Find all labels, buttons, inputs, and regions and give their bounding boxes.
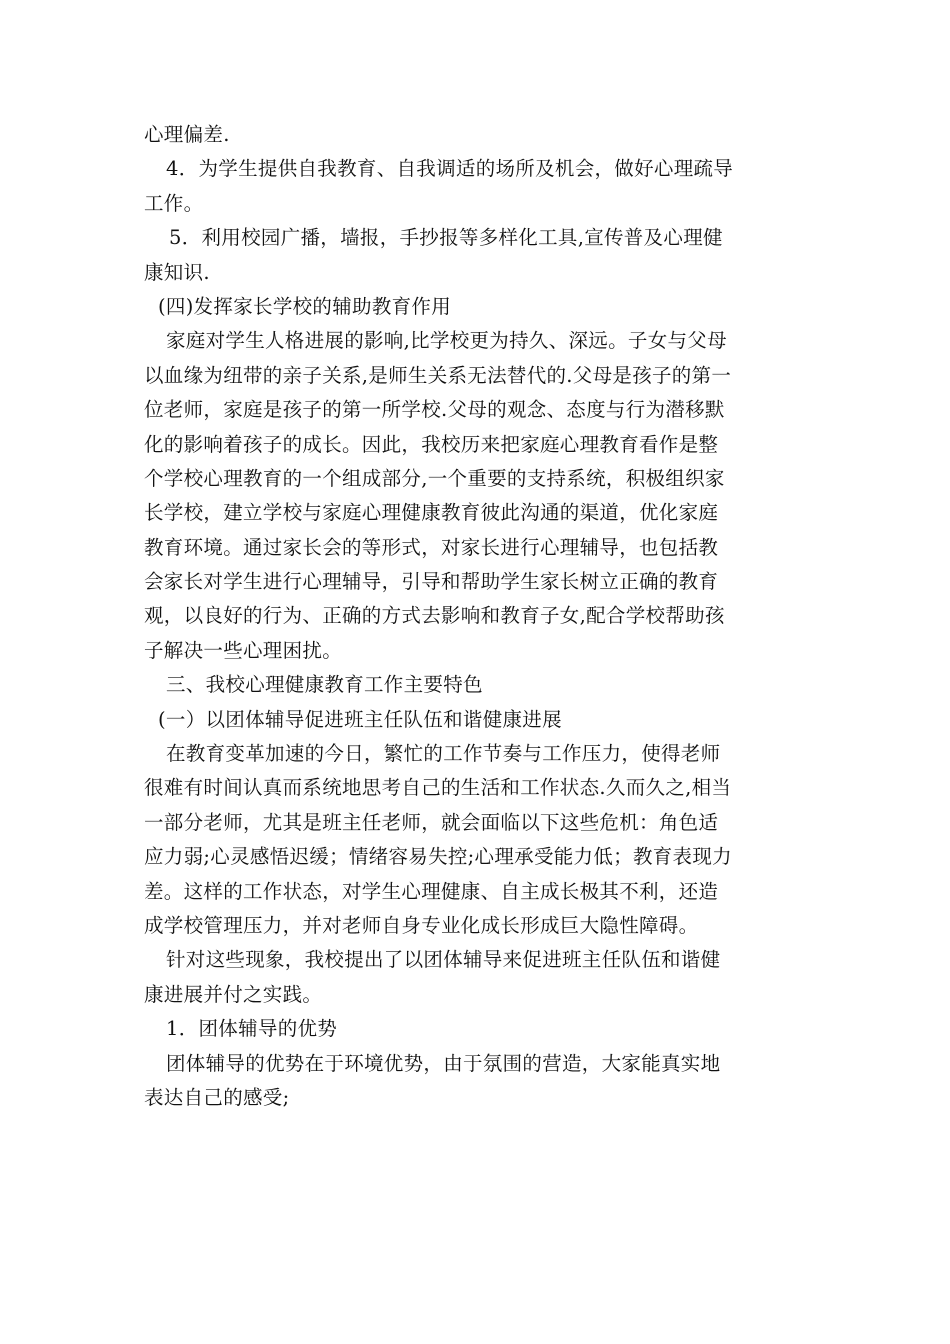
text-line: 应力弱;心灵感悟迟缓；情绪容易失控;心理承受能力低；教育表现力	[144, 845, 732, 869]
text-line: 三、我校心理健康教育工作主要特色	[166, 673, 483, 697]
text-line: 位老师，家庭是孩子的第一所学校.父母的观念、态度与行为潜移默	[144, 398, 725, 422]
text-line: 以血缘为纽带的亲子关系,是师生关系无法替代的.父母是孩子的第一	[144, 363, 732, 387]
text-line: 一部分老师，尤其是班主任老师，就会面临以下这些危机：角色适	[144, 810, 719, 834]
text-line: 表达自己的感受;	[144, 1085, 290, 1109]
text-line: 会家长对学生进行心理辅导，引导和帮助学生家长树立正确的教育	[144, 570, 719, 594]
text-line: 个学校心理教育的一个组成部分,一个重要的支持系统，积极组织家	[144, 466, 725, 490]
text-line: 康进展并付之实践。	[144, 982, 323, 1006]
text-line: 1．团体辅导的优势	[166, 1017, 338, 1041]
text-line: 心理偏差.	[144, 123, 230, 146]
text-line: 很难有时间认真而系统地思考自己的生活和工作状态.久而久之,相当	[144, 776, 732, 800]
text-line: 长学校，建立学校与家庭心理健康教育彼此沟通的渠道，优化家庭	[144, 501, 719, 525]
text-line: 观，以良好的行为、正确的方式去影响和教育子女,配合学校帮助孩	[144, 604, 725, 628]
text-line: (四)发挥家长学校的辅助教育作用	[158, 294, 452, 318]
text-line: 差。这样的工作状态，对学生心理健康、自主成长极其不利，还造	[144, 879, 719, 903]
text-line: 子解决一些心理困扰。	[144, 638, 343, 662]
text-line: 化的影响着孩子的成长。因此，我校历来把家庭心理教育看作是整	[144, 432, 719, 456]
text-line: 团体辅导的优势在于环境优势，由于氛围的营造，大家能真实地	[166, 1051, 721, 1075]
text-line: 成学校管理压力，并对老师自身专业化成长形成巨大隐性障碍。	[144, 913, 699, 937]
text-line: 针对这些现象，我校提出了以团体辅导来促进班主任队伍和谐健	[166, 948, 721, 972]
text-line: 康知识.	[144, 260, 210, 284]
text-line: (一）以团体辅导促进班主任队伍和谐健康进展	[158, 707, 562, 731]
text-line: 4．为学生提供自我教育、自我调适的场所及机会，做好心理疏导	[166, 157, 734, 181]
text-line: 5．利用校园广播，墙报，手抄报等多样化工具,宣传普及心理健	[169, 226, 723, 250]
text-line: 家庭对学生人格进展的影响,比学校更为持久、深远。子女与父母	[166, 329, 727, 353]
text-line: 教育环境。通过家长会的等形式，对家长进行心理辅导，也包括教	[144, 535, 719, 559]
text-line: 在教育变革加速的今日，繁忙的工作节奏与工作压力，使得老师	[166, 742, 721, 766]
document-body	[144, 118, 806, 1115]
text-line: 工作。	[144, 191, 204, 215]
